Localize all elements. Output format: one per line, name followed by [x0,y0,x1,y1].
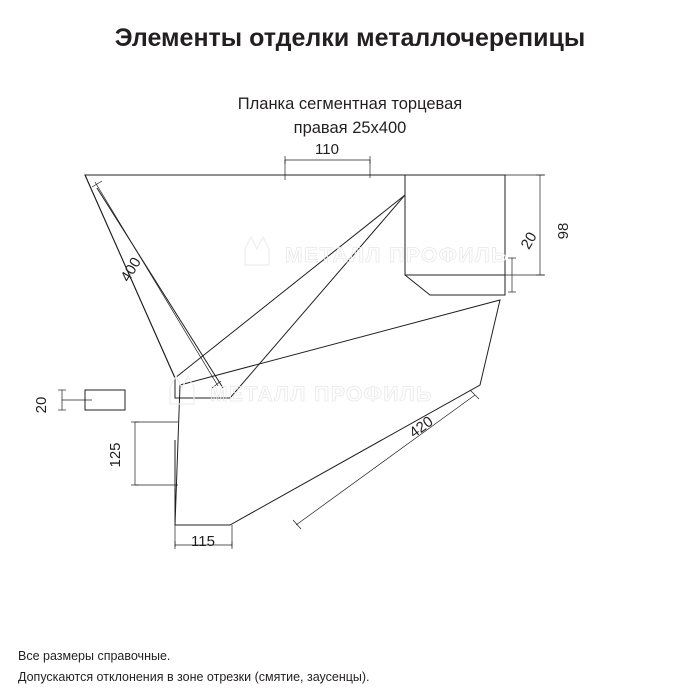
upper-plate-outline [85,175,405,398]
dimension-label-98: 98 [555,222,572,240]
product-name-line1: Планка сегментная торцевая [237,95,463,113]
dimension-110 [285,156,370,180]
watermark-text: МЕТАЛЛ ПРОФИЛЬ [210,383,433,406]
footnote-line-2: Допускаются отклонения в зоне отрезки (смятие, заусенцы). [18,670,370,684]
product-name-line2: правая 25x400 [293,119,407,137]
watermark-group [170,237,508,406]
footnotes [18,646,370,688]
dimension-420 [293,390,479,529]
dimension-label-20-right: 20 [517,229,541,253]
product-name [0,92,700,140]
dimension-125 [131,422,178,485]
dimension-label-110: 110 [315,141,339,158]
dimension-label-125: 125 [107,442,124,468]
dimension-label-420: 420 [406,413,437,442]
dimension-label-400: 400 [117,254,145,285]
dimension-20-left [58,390,92,410]
right-end-block [405,175,505,295]
footnote-line-1: Все размеры справочные. [18,649,171,663]
technical-drawing [0,140,700,580]
dimension-label-115: 115 [191,533,215,550]
dimension-label-20-left: 20 [33,396,50,414]
page-title: Элементы отделки металлочерепицы [114,24,586,52]
watermark-text: МЕТАЛЛ ПРОФИЛЬ [285,244,508,267]
dimension-98 [505,175,545,275]
